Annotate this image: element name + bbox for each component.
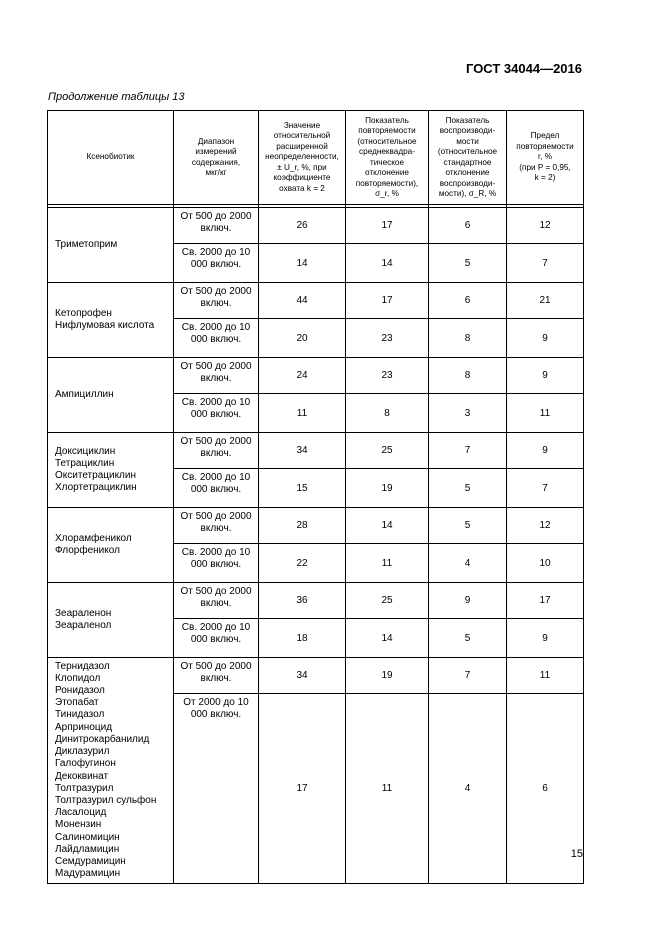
xenobiotic-name: Диклазурил xyxy=(55,746,110,758)
reproducibility-sd-cell: 8 xyxy=(429,319,507,358)
xenobiotic-name: Мадурамицин xyxy=(55,868,121,880)
xenobiotic-names-cell xyxy=(48,358,174,433)
uncertainty-cell: 17 xyxy=(259,694,346,884)
range-cell: От 500 до 2000 включ. xyxy=(174,358,259,394)
uncertainty-cell: 24 xyxy=(259,358,346,394)
xenobiotic-name: Динитрокарбанилид xyxy=(55,733,150,745)
header-repeatability-sd: Показатель повторяемости (относительное среднеквадра- тическое отклонение повторяемости), σ_r, % xyxy=(346,111,429,205)
repeatability-limit-cell: 21 xyxy=(507,283,584,319)
xenobiotic-names-cell xyxy=(48,433,174,508)
xenobiotic-name: Доксициклин xyxy=(55,445,116,457)
repeatability-sd-cell: 17 xyxy=(346,283,429,319)
uncertainty-cell: 11 xyxy=(259,394,346,433)
range-cell: Св. 2000 до 10 000 включ. xyxy=(174,244,259,283)
repeatability-sd-cell: 19 xyxy=(346,469,429,508)
header-xenobiotic: Ксенобиотик xyxy=(48,111,174,205)
xenobiotic-names-cell xyxy=(48,208,174,283)
xenobiotic-name: Окситетрациклин xyxy=(55,470,136,481)
range-cell: От 500 до 2000 включ. xyxy=(174,583,259,619)
uncertainty-cell: 28 xyxy=(259,508,346,544)
reproducibility-sd-cell: 7 xyxy=(429,658,507,694)
repeatability-sd-cell: 8 xyxy=(346,394,429,433)
repeatability-limit-cell: 11 xyxy=(507,394,584,433)
repeatability-limit-cell: 9 xyxy=(507,358,584,394)
xenobiotic-name: Декоквинат xyxy=(55,770,109,782)
reproducibility-sd-cell: 9 xyxy=(429,583,507,619)
uncertainty-cell: 20 xyxy=(259,319,346,358)
table-row xyxy=(48,508,584,544)
repeatability-sd-cell: 14 xyxy=(346,619,429,658)
xenobiotic-names-cell xyxy=(48,583,174,658)
uncertainty-cell: 34 xyxy=(259,433,346,469)
repeatability-sd-cell: 11 xyxy=(346,544,429,583)
header-repeatability-limit: Предел повторяемости r, % (при P = 0,95, k = 2) xyxy=(507,111,584,205)
xenobiotic-name: Флорфеникол xyxy=(55,545,120,556)
xenobiotic-names-cell xyxy=(48,508,174,583)
xenobiotic-name: Толтразурил xyxy=(55,782,114,794)
table-row xyxy=(48,208,584,244)
repeatability-limit-cell: 7 xyxy=(507,469,584,508)
repeatability-limit-cell: 9 xyxy=(507,433,584,469)
xenobiotic-name: Хлорамфеникол xyxy=(55,532,132,544)
reproducibility-sd-cell: 3 xyxy=(429,394,507,433)
range-cell: От 500 до 2000 включ. xyxy=(174,433,259,469)
range-cell: Св. 2000 до 10 000 включ. xyxy=(174,394,259,433)
repeatability-sd-cell: 11 xyxy=(346,694,429,884)
xenobiotic-names-cell xyxy=(48,283,174,358)
xenobiotic-name: Тинидазол xyxy=(55,709,105,721)
uncertainty-cell: 34 xyxy=(259,658,346,694)
repeatability-sd-cell: 19 xyxy=(346,658,429,694)
xenobiotic-name: Хлортетрациклин xyxy=(55,482,137,494)
table-row xyxy=(48,283,584,319)
reproducibility-sd-cell: 5 xyxy=(429,508,507,544)
uncertainty-cell: 18 xyxy=(259,619,346,658)
reproducibility-sd-cell: 5 xyxy=(429,244,507,283)
repeatability-sd-cell: 23 xyxy=(346,319,429,358)
data-table xyxy=(47,110,584,884)
xenobiotic-name: Триметоприм xyxy=(55,238,118,250)
uncertainty-cell: 15 xyxy=(259,469,346,508)
repeatability-sd-cell: 14 xyxy=(346,244,429,283)
repeatability-limit-cell: 12 xyxy=(507,208,584,244)
xenobiotic-name: Зеараленон xyxy=(55,607,112,619)
range-cell: Св. 2000 до 10 000 включ. xyxy=(174,469,259,508)
reproducibility-sd-cell: 5 xyxy=(429,619,507,658)
reproducibility-sd-cell: 8 xyxy=(429,358,507,394)
reproducibility-sd-cell: 4 xyxy=(429,544,507,583)
repeatability-sd-cell: 14 xyxy=(346,508,429,544)
table-row xyxy=(48,358,584,394)
xenobiotic-name: Лайдламицин xyxy=(55,843,120,855)
range-cell: От 500 до 2000 включ. xyxy=(174,208,259,244)
uncertainty-cell: 26 xyxy=(259,208,346,244)
xenobiotic-names-cell xyxy=(48,658,174,884)
repeatability-limit-cell: 12 xyxy=(507,508,584,544)
page-number: 15 xyxy=(570,848,583,860)
range-cell: От 2000 до 10 000 включ. xyxy=(174,694,259,884)
repeatability-limit-cell: 9 xyxy=(507,319,584,358)
xenobiotic-name: Зеараленол xyxy=(55,620,112,631)
reproducibility-sd-cell: 6 xyxy=(429,283,507,319)
reproducibility-sd-cell: 5 xyxy=(429,469,507,508)
xenobiotic-name: Галофугинон xyxy=(55,758,116,770)
range-cell: Св. 2000 до 10 000 включ. xyxy=(174,319,259,358)
header-range: Диапазон измерений содержания, мкг/кг xyxy=(174,111,259,205)
table-row xyxy=(48,658,584,694)
repeatability-sd-cell: 25 xyxy=(346,433,429,469)
uncertainty-cell: 36 xyxy=(259,583,346,619)
xenobiotic-name: Толтразурил сульфон xyxy=(55,794,157,806)
header-reproducibility-sd: Показатель воспроизводи- мости (относительное стандартное отклонение воспроизводи- мости), σ_R, % xyxy=(429,111,507,205)
table-body xyxy=(48,208,584,884)
xenobiotic-name: Ронидазол xyxy=(55,685,105,697)
range-cell: От 500 до 2000 включ. xyxy=(174,283,259,319)
xenobiotic-name: Салиномицин xyxy=(55,831,120,843)
repeatability-limit-cell: 10 xyxy=(507,544,584,583)
table-row xyxy=(48,433,584,469)
xenobiotic-name: Этопабат xyxy=(55,697,99,709)
repeatability-limit-cell: 9 xyxy=(507,619,584,658)
repeatability-limit-cell: 7 xyxy=(507,244,584,283)
xenobiotic-name: Тернидазол xyxy=(55,660,110,672)
table-caption: Продолжение таблицы 13 xyxy=(48,91,185,103)
repeatability-sd-cell: 23 xyxy=(346,358,429,394)
standard-header: ГОСТ 34044—2016 xyxy=(466,61,582,76)
xenobiotic-name: Нифлумовая кислота xyxy=(55,320,155,331)
xenobiotic-name: Монензин xyxy=(55,819,102,831)
xenobiotic-name: Ласалоцид xyxy=(55,807,107,819)
reproducibility-sd-cell: 4 xyxy=(429,694,507,884)
repeatability-limit-cell: 17 xyxy=(507,583,584,619)
header-uncertainty: Значение относительной расширенной неопределенности, ± U_r, %, при коэффициенте охвата k = 2 xyxy=(259,111,346,205)
range-cell: Св. 2000 до 10 000 включ. xyxy=(174,544,259,583)
reproducibility-sd-cell: 6 xyxy=(429,208,507,244)
repeatability-limit-cell: 11 xyxy=(507,658,584,694)
table-row xyxy=(48,583,584,619)
repeatability-limit-cell: 6 xyxy=(507,694,584,884)
repeatability-sd-cell: 17 xyxy=(346,208,429,244)
xenobiotic-name: Тетрациклин xyxy=(55,457,115,469)
range-cell: От 500 до 2000 включ. xyxy=(174,508,259,544)
uncertainty-cell: 44 xyxy=(259,283,346,319)
range-cell: Св. 2000 до 10 000 включ. xyxy=(174,619,259,658)
xenobiotic-name: Ампициллин xyxy=(55,388,114,400)
uncertainty-cell: 14 xyxy=(259,244,346,283)
reproducibility-sd-cell: 7 xyxy=(429,433,507,469)
xenobiotic-name: Кетопрофен xyxy=(55,307,112,319)
xenobiotic-name: Семдурамицин xyxy=(55,855,126,867)
xenobiotic-name: Клопидол xyxy=(55,672,101,684)
uncertainty-cell: 22 xyxy=(259,544,346,583)
repeatability-sd-cell: 25 xyxy=(346,583,429,619)
xenobiotic-name: Арприноцид xyxy=(55,721,113,733)
range-cell: От 500 до 2000 включ. xyxy=(174,658,259,694)
